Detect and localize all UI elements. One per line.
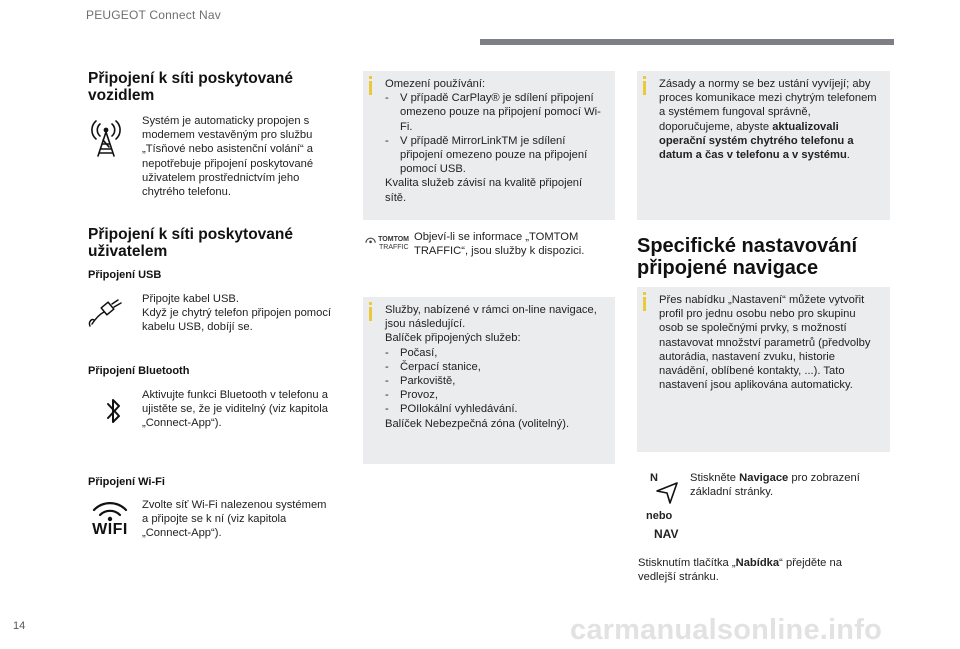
tomtom-text: Objeví-li se informace „TOMTOM TRAFFIC“, jsou služby k dispozici. (414, 231, 585, 258)
wifi-icon-label: WIFI (92, 521, 128, 538)
or-label: nebo (646, 510, 673, 522)
info-icon (643, 297, 646, 311)
wifi-text: Zvolte síť Wi-Fi nalezenou systémem a připojte se k ní (viz kapitola „Connect-App“). (142, 499, 327, 540)
north-letter: N (650, 472, 658, 484)
service-item: - Počasí, (385, 346, 605, 360)
services-package: Balíček připojených služeb: (385, 332, 521, 345)
menu-button-text: Stisknutím tlačítka „Nabídka“ přejděte na vedlejší stránku. (638, 557, 842, 584)
update-advice: aktualizovali operační systém chytrého telefonu a datum a čas v telefonu a v systému (659, 120, 854, 162)
watermark: carmanualsonline.info (570, 614, 882, 646)
nav-label: NAV (654, 527, 679, 541)
bluetooth-text: Aktivujte funkci Bluetooth v telefonu a ujistěte se, že je viditelný (viz kapitola „Connect-App“). (142, 389, 328, 430)
usage-restrictions-box (363, 71, 615, 220)
service-item: - Provoz, (385, 388, 605, 402)
usb-cable-icon (86, 298, 126, 328)
heading-user-network: Připojení k síti poskytované uživatelem (88, 226, 294, 260)
services-footer: Balíček Nebezpečná zóna (volitelný). (385, 417, 570, 430)
service-item: - Parkoviště, (385, 374, 605, 388)
wifi-icon (88, 498, 132, 538)
usb-title: Připojení USB (88, 269, 162, 281)
restrictions-title: Omezení používání: (385, 78, 486, 90)
restrictions-footer: Kvalita služeb závisí na kvalitě připojení sítě. (385, 177, 583, 204)
settings-profile-box (637, 287, 890, 452)
info-icon (369, 307, 372, 321)
bluetooth-title: Připojení Bluetooth (88, 365, 190, 377)
vehicle-network-text: Systém je automaticky propojen s modemem vestavěným pro službu „Tísňové nebo asistenční volání“ a nepotřebuje připojení poskytované uživatelem prostřednictvím jeho chytrého telefonu. (142, 115, 314, 199)
running-header: PEUGEOT Connect Nav (86, 8, 221, 22)
usb-text: Připojte kabel USB. Když je chytrý telefon připojen pomocí kabelu USB, dobíjí se. (142, 293, 332, 334)
wifi-title: Připojení Wi-Fi (88, 476, 165, 488)
heading-vehicle-network: Připojení k síti poskytované vozidlem (88, 70, 294, 104)
header-bar (480, 39, 894, 45)
restriction-mirrorlink: - V případě MirrorLinkTM je sdílení připojení omezeno pouze na připojení pomocí USB. (385, 134, 605, 177)
online-services-box (363, 297, 615, 464)
tomtom-traffic-logo: TOMTOM TRAFFIC (365, 236, 409, 252)
service-item: - POIlokální vyhledávání. (385, 402, 605, 416)
heading-specific-settings: Specifické nastavování připojené navigace (637, 235, 858, 279)
info-icon (643, 81, 646, 95)
service-item: - Čerpací stanice, (385, 360, 605, 374)
antenna-icon (86, 116, 126, 158)
restriction-carplay: - V případě CarPlay® je sdílení připojení omezeno pouze na připojení pomocí Wi-Fi. (385, 91, 605, 134)
services-intro: Služby, nabízené v rámci on-line navigace, jsou následující. (385, 304, 597, 331)
info-icon (369, 81, 372, 95)
press-navigation-text: Stiskněte Navigace pro zobrazení základní stránky. (690, 472, 860, 499)
settings-profile-text: Přes nabídku „Nastavení“ můžete vytvořit profil pro jednu osobu nebo pro skupinu osob se společnými prvky, s možností nastavovat množství parametrů (předvolby autorádia, nastavení zvuku, historie navádění, oblíbené kontakty, ...). Tato nastavení jsou aplikována automaticky. (659, 294, 871, 392)
page-number: 14 (13, 620, 26, 632)
navigation-button-icons (646, 472, 686, 541)
standards-note-box: Zásady a normy se bez ustání vyvíjejí; aby proces komunikace mezi chytrým telefonem a systémem fungoval správně, doporučujeme, abyste aktualizovali operační systém chytrého telefonu a datum a čas v telefonu a v systému. (637, 71, 890, 220)
navigation-arrow-icon (654, 480, 680, 506)
bluetooth-icon (105, 395, 123, 427)
